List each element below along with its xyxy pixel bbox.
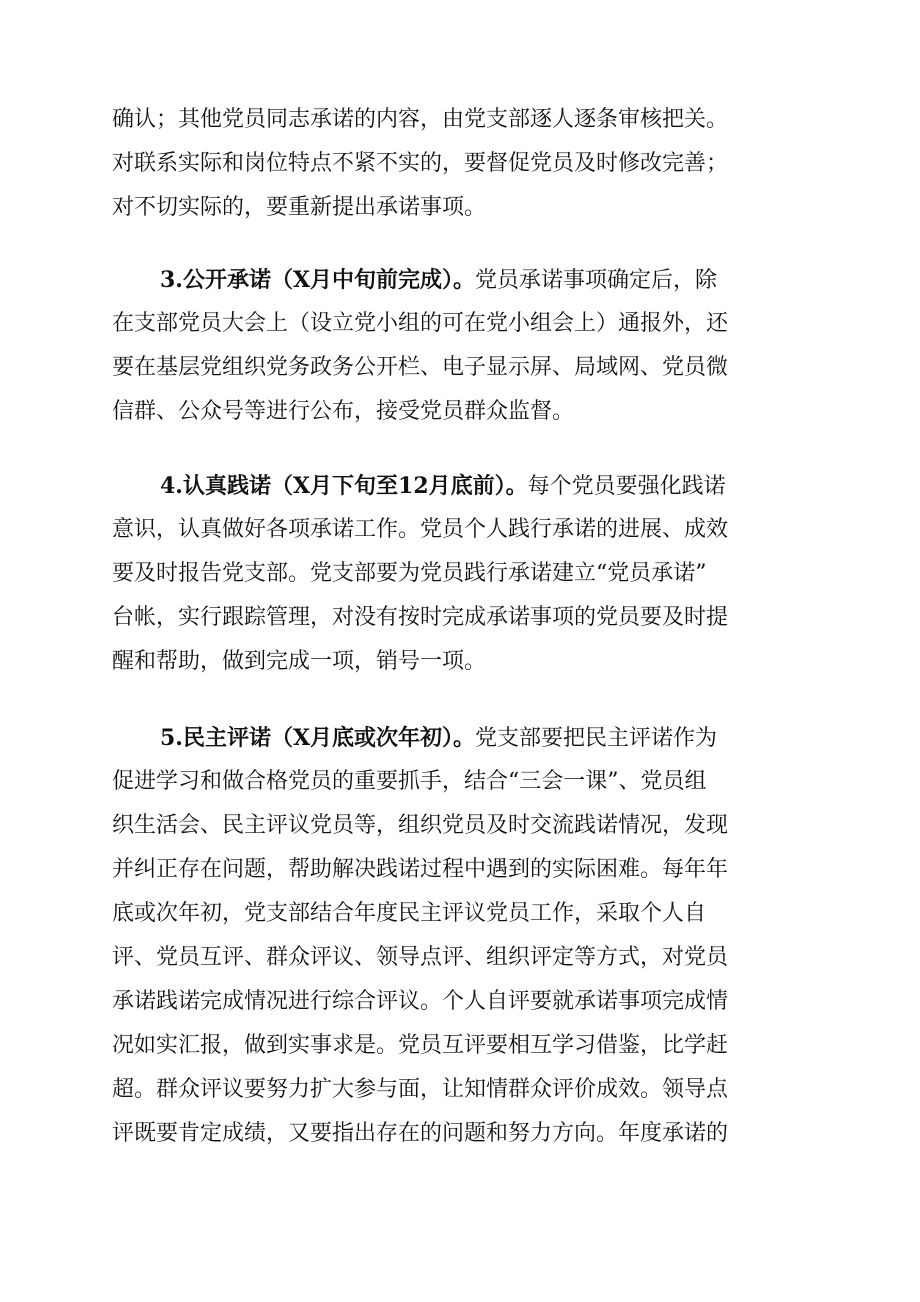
body-text: 党支部要把民主评诺作为 xyxy=(475,726,718,751)
paragraph-first-line xyxy=(160,258,812,302)
body-line: 促进学习和做合格党员的重要抓手，结合“三会一课”、党员组 xyxy=(112,769,707,794)
body-line: 并纠正存在问题，帮助解决践诺过程中遇到的实际困难。每年年 xyxy=(112,857,729,882)
body-line: 要在基层党组织党务政务公开栏、电子显示屏、局域网、党员微 xyxy=(112,355,729,380)
body-line: 对不切实际的，要重新提出承诺事项。 xyxy=(112,195,487,220)
section-heading: 5.民主评诺（X月底或次年初）。 xyxy=(160,725,476,751)
body-line: 在支部党员大会上（设立党小组的可在党小组会上）通报外，还 xyxy=(112,311,729,336)
paragraph-first-line xyxy=(160,716,812,760)
body-text: 每个党员要强化践诺 xyxy=(527,474,726,499)
body-line: 织生活会、民主评议党员等，组织党员及时交流践诺情况，发现 xyxy=(112,813,729,838)
section-heading: 3.公开承诺（X月中旬前完成）。 xyxy=(160,267,476,293)
body-line: 超。群众评议要努力扩大参与面，让知情群众评价成效。领导点 xyxy=(112,1077,729,1102)
body-line: 况如实汇报，做到实事求是。党员互评要相互学习借鉴，比学赶 xyxy=(112,1033,729,1058)
body-line: 确认；其他党员同志承诺的内容，由党支部逐人逐条审核把关。 xyxy=(112,107,729,132)
section-heading: 4.认真践诺（X月下旬至12月底前）。 xyxy=(160,473,528,499)
body-line: 评既要肯定成绩，又要指出存在的问题和努力方向。年度承诺的 xyxy=(112,1121,729,1146)
body-line: 底或次年初，党支部结合年度民主评议党员工作，采取个人自 xyxy=(112,901,707,926)
body-line: 意识，认真做好各项承诺工作。党员个人践行承诺的进展、成效 xyxy=(112,517,729,542)
body-line: 承诺践诺完成情况进行综合评议。个人自评要就承诺事项完成情 xyxy=(112,989,729,1014)
paragraph-first-line xyxy=(160,464,812,508)
body-line: 评、党员互评、群众评议、领导点评、组织评定等方式，对党员 xyxy=(112,945,729,970)
body-line: 要及时报告党支部。党支部要为党员践行承诺建立“党员承诺” xyxy=(112,561,707,586)
body-line: 对联系实际和岗位特点不紧不实的，要督促党员及时修改完善； xyxy=(112,151,729,176)
body-line: 信群、公众号等进行公布，接受党员群众监督。 xyxy=(112,399,575,424)
body-line: 台帐，实行跟踪管理，对没有按时完成承诺事项的党员要及时提 xyxy=(112,605,729,630)
body-text: 党员承诺事项确定后，除 xyxy=(475,268,718,293)
body-line: 醒和帮助，做到完成一项，销号一项。 xyxy=(112,649,487,674)
